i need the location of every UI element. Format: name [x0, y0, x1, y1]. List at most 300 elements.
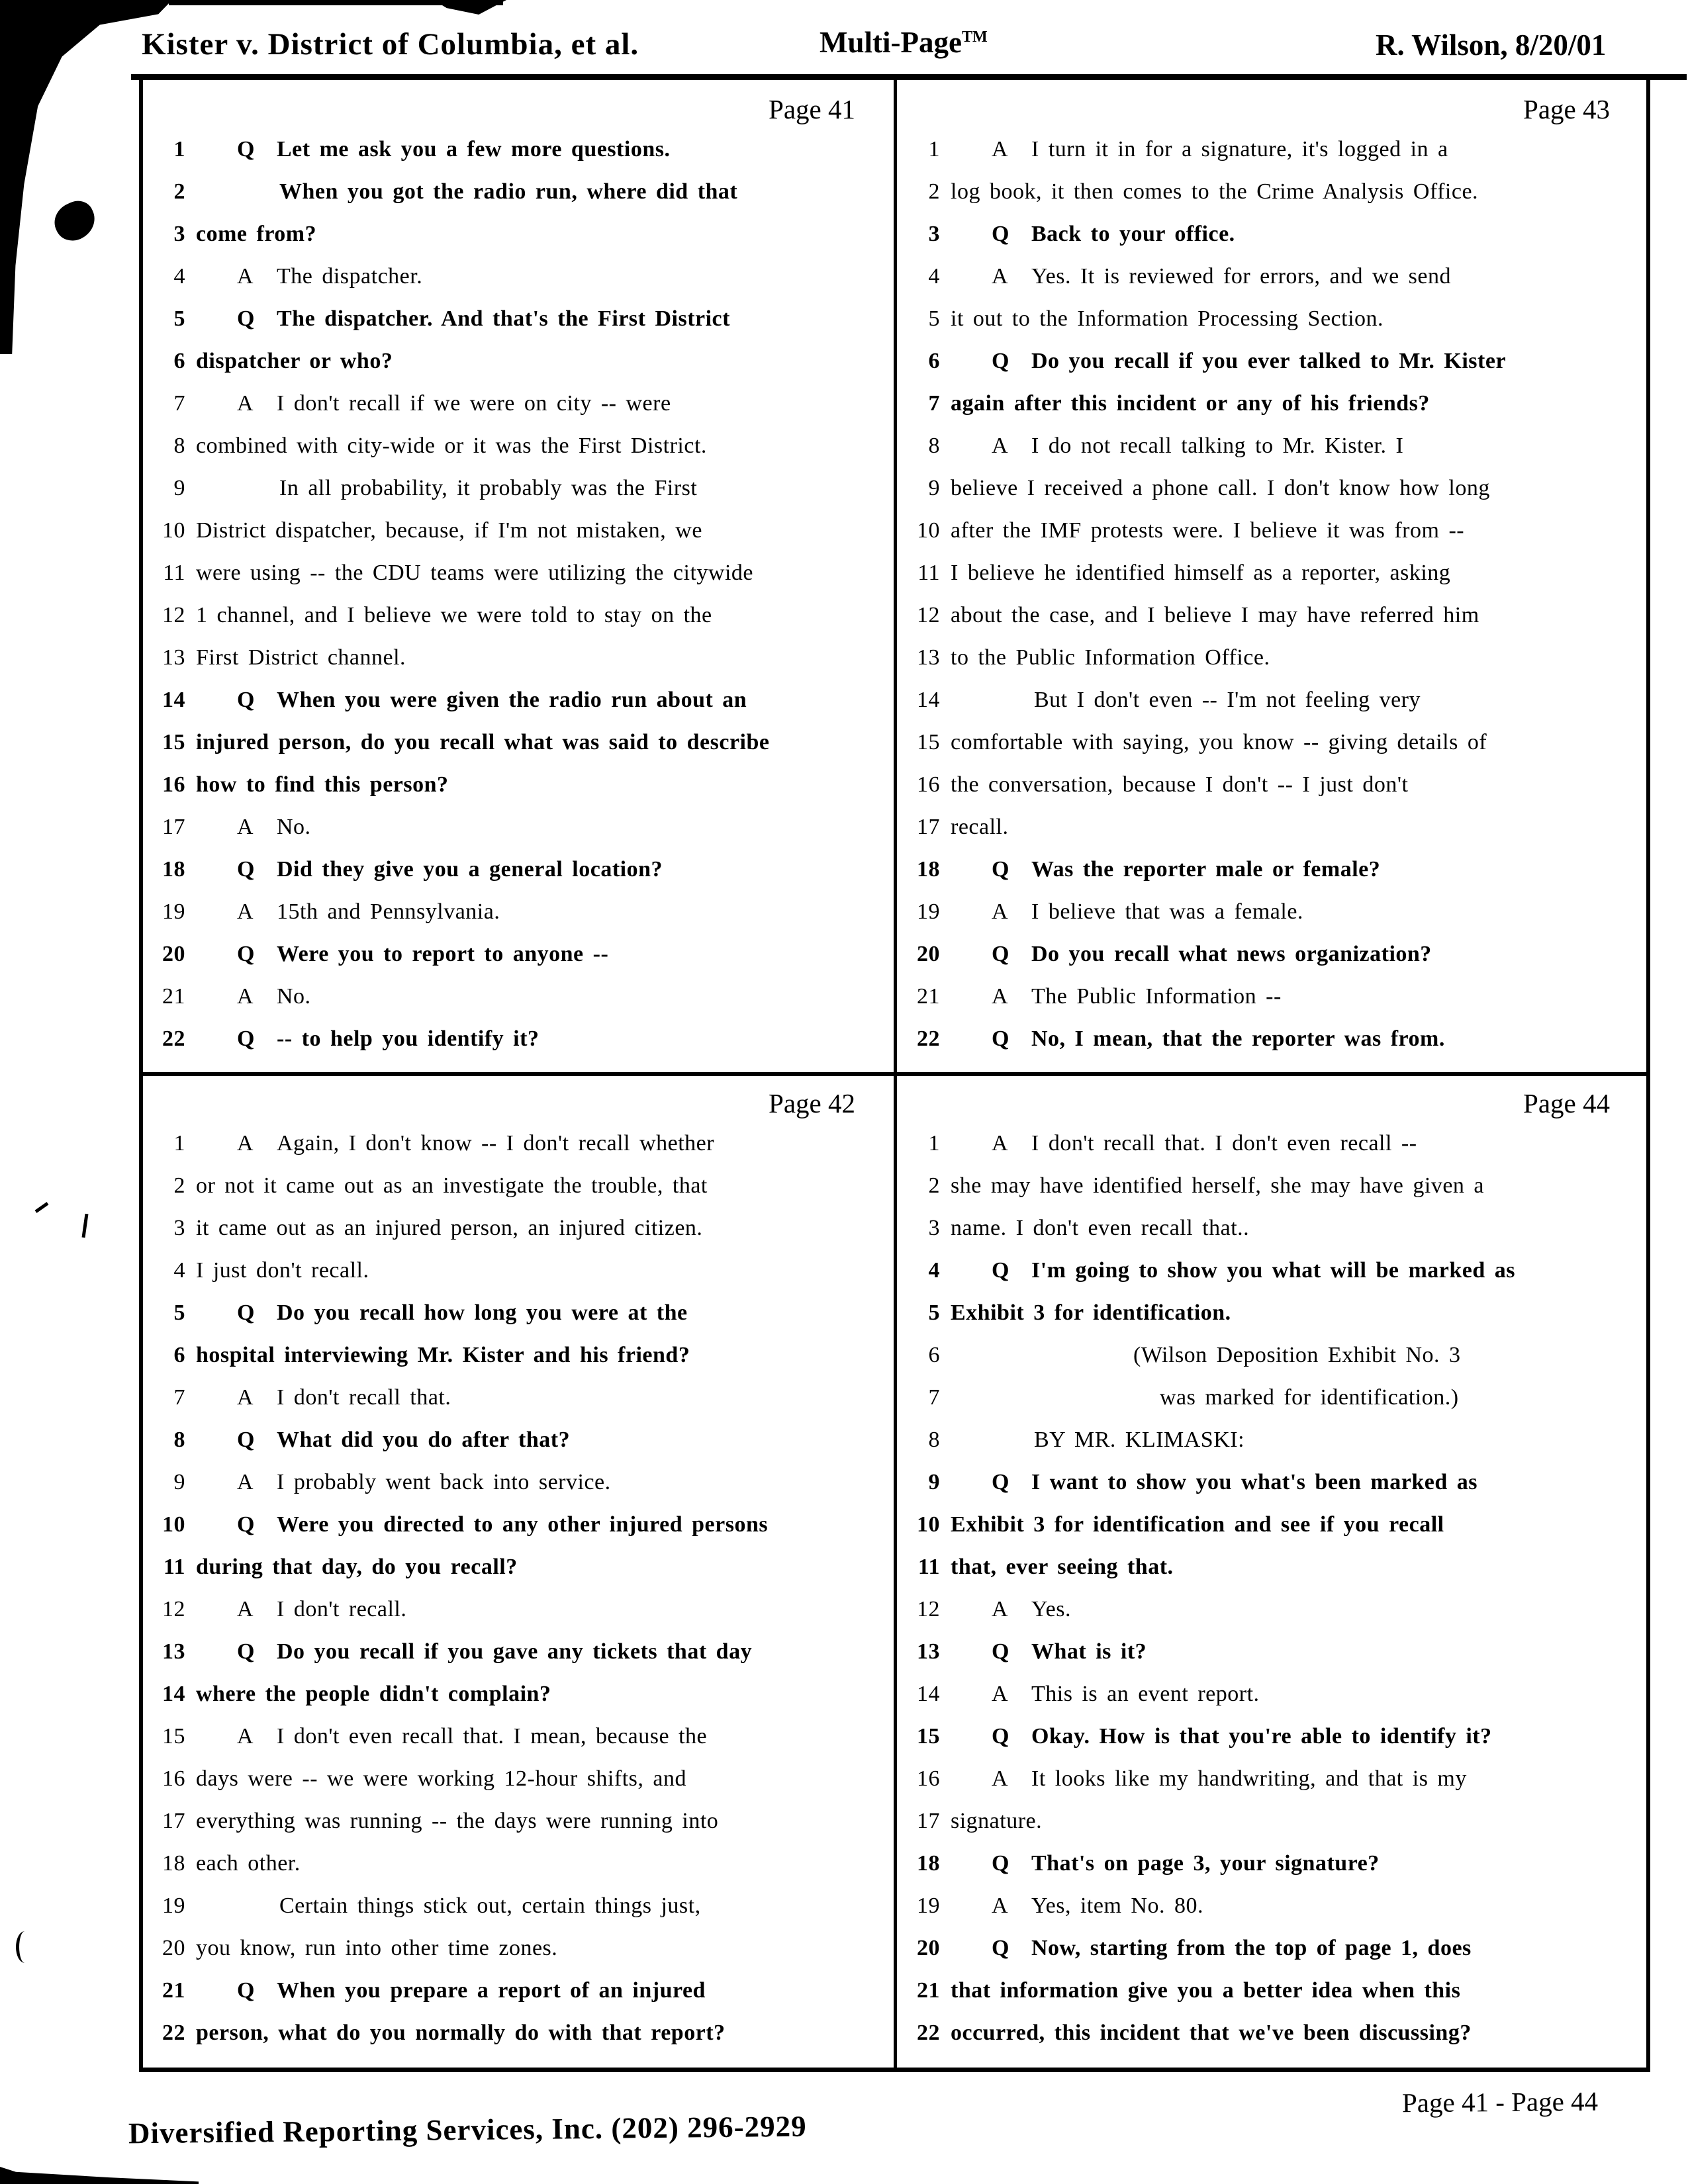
line-text: I'm going to show you what will be marked as [1031, 1258, 1516, 1283]
line-number: 6 [928, 349, 940, 373]
line-number: 16 [162, 772, 185, 797]
answer-marker: A [992, 1597, 1009, 1621]
question-marker: Q [237, 1512, 255, 1537]
case-title: Kister v. District of Columbia, et al. [142, 27, 639, 62]
multipage-label [820, 25, 988, 60]
line-text: I don't recall that. [277, 1385, 451, 1410]
line-number: 11 [163, 1555, 185, 1579]
line-text: Okay. How is that you're able to identify it? [1031, 1724, 1492, 1749]
question-marker: Q [992, 942, 1009, 966]
transcript-line [143, 688, 890, 730]
line-text: name. I don't even recall that.. [951, 1216, 1250, 1240]
line-number: 13 [162, 1639, 185, 1664]
line-text: Now, starting from the top of page 1, does [1031, 1936, 1472, 1960]
footer-page-range: Page 41 - Page 44 [1401, 2085, 1599, 2118]
line-number: 2 [173, 1173, 185, 1198]
line-number: 13 [162, 645, 185, 670]
line-text: I believe he identified himself as a reporter, asking [951, 561, 1451, 585]
transcript-line [898, 1555, 1644, 1597]
transcript-line [143, 1385, 890, 1428]
line-number: 12 [162, 1597, 185, 1621]
line-number: 15 [917, 730, 940, 754]
line-text: where the people didn't complain? [196, 1682, 551, 1706]
line-text: Were you to report to anyone -- [277, 942, 609, 966]
transcript-line [898, 1428, 1644, 1470]
line-text: But I don't even -- I'm not feeling very [1034, 688, 1421, 712]
line-text: I don't recall that. I don't even recall -- [1031, 1131, 1417, 1156]
line-text: I probably went back into service. [277, 1470, 611, 1494]
line-number: 13 [917, 1639, 940, 1664]
answer-marker: A [992, 264, 1009, 289]
line-number: 19 [917, 899, 940, 924]
line-number: 18 [917, 857, 940, 882]
transcript-line [898, 349, 1644, 391]
line-number: 3 [928, 1216, 940, 1240]
question-marker: Q [237, 688, 255, 712]
scan-artifact-tick [35, 1202, 49, 1213]
answer-marker: A [237, 1724, 254, 1749]
transcript-line [898, 1026, 1644, 1069]
transcript-line [143, 1470, 890, 1512]
line-text: again after this incident or any of his friends? [951, 391, 1430, 416]
line-number: 14 [162, 1682, 185, 1706]
answer-marker: A [237, 984, 254, 1009]
line-text: Yes, item No. 80. [1031, 1893, 1203, 1918]
line-number: 13 [917, 645, 940, 670]
line-number: 7 [173, 391, 185, 416]
line-text: What is it? [1031, 1639, 1147, 1664]
line-text: how to find this person? [196, 772, 449, 797]
transcript-line [898, 1809, 1644, 1851]
transcript-line [898, 1766, 1644, 1809]
transcript-line [898, 984, 1644, 1026]
answer-marker: A [237, 391, 254, 416]
line-number: 22 [917, 1026, 940, 1051]
question-marker: Q [237, 857, 255, 882]
page-number-label: Page 44 [1523, 1088, 1610, 1118]
line-text: it out to the Information Processing Section. [951, 306, 1384, 331]
line-text: injured person, do you recall what was said to describe [196, 730, 770, 754]
answer-marker: A [237, 264, 254, 289]
transcript-line [898, 1173, 1644, 1216]
line-number: 19 [917, 1893, 940, 1918]
line-text: the conversation, because I don't -- I just don't [951, 772, 1409, 797]
transcript-line [898, 561, 1644, 603]
line-number: 2 [173, 179, 185, 204]
line-text: it came out as an injured person, an injured citizen. [196, 1216, 703, 1240]
line-number: 6 [173, 349, 185, 373]
transcript-line [143, 1936, 890, 1978]
question-marker: Q [237, 1026, 255, 1051]
page-cell-42 [143, 1078, 890, 2064]
transcript-line [143, 1026, 890, 1069]
line-text: That's on page 3, your signature? [1031, 1851, 1380, 1876]
multipage-label-text: Multi-Page [820, 26, 962, 59]
line-number: 9 [928, 1470, 940, 1494]
transcript-line [898, 476, 1644, 518]
line-number: 19 [162, 899, 185, 924]
page-cell-44 [898, 1078, 1644, 2064]
line-number: 20 [162, 1936, 185, 1960]
line-number: 8 [173, 433, 185, 458]
transcript-line [898, 899, 1644, 942]
page-cell-43 [898, 84, 1644, 1070]
line-number: 21 [917, 1978, 940, 2003]
page-number-label: Page 43 [1523, 94, 1610, 124]
transcript-line [898, 1512, 1644, 1555]
transcript-line [898, 1639, 1644, 1682]
line-number: 4 [173, 264, 185, 289]
line-number: 17 [917, 815, 940, 839]
line-number: 17 [917, 1809, 940, 1833]
line-text: come from? [196, 222, 317, 246]
answer-marker: A [237, 1131, 254, 1156]
scan-artifact-top-bump [434, 0, 506, 15]
line-text: Do you recall if you ever talked to Mr. Kister [1031, 349, 1507, 373]
transcript-line [143, 349, 890, 391]
line-text: or not it came out as an investigate the trouble, that [196, 1173, 708, 1198]
line-text: This is an event report. [1031, 1682, 1260, 1706]
answer-marker: A [237, 899, 254, 924]
line-number: 15 [162, 730, 185, 754]
table-border-bottom [139, 2068, 1650, 2072]
line-number: 22 [162, 1026, 185, 1051]
line-number: 2 [928, 179, 940, 204]
answer-marker: A [237, 1597, 254, 1621]
question-marker: Q [992, 1470, 1009, 1494]
line-number: 1 [173, 137, 185, 161]
question-marker: Q [992, 222, 1009, 246]
transcript-line [898, 222, 1644, 264]
answer-marker: A [992, 433, 1009, 458]
page-number-label: Page 42 [769, 1088, 855, 1118]
line-text: In all probability, it probably was the First [279, 476, 698, 500]
line-text: I don't recall. [277, 1597, 407, 1621]
footer-reporting-company: Diversified Reporting Services, Inc. (202) 296-2929 [128, 2109, 807, 2150]
line-number: 5 [928, 1300, 940, 1325]
line-text: person, what do you normally do with that report? [196, 2021, 726, 2045]
transcript-line [898, 1936, 1644, 1978]
question-marker: Q [237, 1428, 255, 1452]
transcript-line [898, 264, 1644, 306]
line-number: 21 [162, 1978, 185, 2003]
line-text: Yes. [1031, 1597, 1071, 1621]
transcript-line [143, 1216, 890, 1258]
line-text: I just don't recall. [196, 1258, 369, 1283]
transcript-line [898, 137, 1644, 179]
transcript-line [898, 1300, 1644, 1343]
transcript-line [143, 1809, 890, 1851]
transcript-line [898, 433, 1644, 476]
transcript-line [143, 857, 890, 899]
line-text: I want to show you what's been marked as [1031, 1470, 1477, 1494]
transcript-line [143, 1597, 890, 1639]
line-number: 22 [917, 2021, 940, 2045]
line-text: When you got the radio run, where did that [279, 179, 738, 204]
witness-and-date: R. Wilson, 8/20/01 [1376, 28, 1607, 62]
question-marker: Q [237, 942, 255, 966]
line-text: Again, I don't know -- I don't recall whether [277, 1131, 715, 1156]
line-number: 1 [928, 137, 940, 161]
transcript-line [143, 984, 890, 1026]
line-number: 8 [928, 1428, 940, 1452]
transcript-line [143, 645, 890, 688]
transcript-line [143, 1300, 890, 1343]
line-number: 6 [928, 1343, 940, 1367]
transcript-line [143, 306, 890, 349]
line-number: 14 [162, 688, 185, 712]
line-text: to the Public Information Office. [951, 645, 1270, 670]
scan-artifact-bottom-wedge [0, 2167, 199, 2184]
transcript-line [143, 1258, 890, 1300]
line-text: days were -- we were working 12-hour shifts, and [196, 1766, 686, 1791]
line-number: 2 [928, 1173, 940, 1198]
scan-artifact-ink-blob [48, 196, 101, 247]
answer-marker: A [992, 1682, 1009, 1706]
line-number: 14 [917, 688, 940, 712]
transcript-line [898, 518, 1644, 561]
line-number: 20 [917, 1936, 940, 1960]
line-text: Do you recall how long you were at the [277, 1300, 688, 1325]
transcript-line [898, 1682, 1644, 1724]
line-text: dispatcher or who? [196, 349, 393, 373]
line-text: Let me ask you a few more questions. [277, 137, 671, 161]
transcript-line [898, 815, 1644, 857]
transcript-line [143, 518, 890, 561]
transcript-line [143, 391, 890, 433]
line-number: 7 [928, 391, 940, 416]
answer-marker: A [992, 899, 1009, 924]
transcript-line [898, 1131, 1644, 1173]
line-text: The dispatcher. [277, 264, 423, 289]
line-number: 5 [173, 1300, 185, 1325]
line-text: she may have identified herself, she may have given a [951, 1173, 1485, 1198]
line-text: -- to help you identify it? [277, 1026, 539, 1051]
line-text: District dispatcher, because, if I'm not mistaken, we [196, 518, 702, 543]
line-text: signature. [951, 1809, 1043, 1833]
line-text: each other. [196, 1851, 301, 1876]
line-number: 18 [162, 857, 185, 882]
line-number: 9 [173, 1470, 185, 1494]
transcript-lines [898, 1131, 1644, 2063]
transcript-line [143, 1851, 890, 1893]
transcript-line [143, 815, 890, 857]
line-text: Back to your office. [1031, 222, 1235, 246]
line-number: 18 [917, 1851, 940, 1876]
transcript-line [143, 1766, 890, 1809]
transcript-line [143, 1428, 890, 1470]
line-text: Exhibit 3 for identification and see if you recall [951, 1512, 1444, 1537]
transcript-line [898, 1893, 1644, 1936]
transcript-line [898, 1978, 1644, 2021]
line-text: comfortable with saying, you know -- giving details of [951, 730, 1487, 754]
line-number: 17 [162, 1809, 185, 1833]
line-text: was marked for identification.) [1160, 1385, 1459, 1410]
line-text: When you prepare a report of an injured [277, 1978, 706, 2003]
line-number: 15 [162, 1724, 185, 1749]
line-number: 21 [917, 984, 940, 1009]
transcript-line [143, 1978, 890, 2021]
line-number: 17 [162, 815, 185, 839]
line-text: log book, it then comes to the Crime Analysis Office. [951, 179, 1479, 204]
line-number: 22 [162, 2021, 185, 2045]
question-marker: Q [237, 1978, 255, 2003]
transcript-line [898, 1343, 1644, 1385]
question-marker: Q [992, 1724, 1009, 1749]
line-number: 16 [917, 1766, 940, 1791]
question-marker: Q [992, 1936, 1009, 1960]
transcript-line [143, 2021, 890, 2063]
line-text: I do not recall talking to Mr. Kister. I [1031, 433, 1404, 458]
line-text: believe I received a phone call. I don't know how long [951, 476, 1490, 500]
transcript-lines [898, 137, 1644, 1069]
line-text: after the IMF protests were. I believe it was from -- [951, 518, 1465, 543]
line-text: combined with city-wide or it was the First District. [196, 433, 707, 458]
answer-marker: A [992, 1766, 1009, 1791]
transcript-line [143, 1724, 890, 1766]
line-text: Certain things stick out, certain things just, [279, 1893, 701, 1918]
line-number: 10 [162, 1512, 185, 1537]
line-text: (Wilson Deposition Exhibit No. 3 [1133, 1343, 1461, 1367]
line-text: that, ever seeing that. [951, 1555, 1174, 1579]
line-number: 6 [173, 1343, 185, 1367]
question-marker: Q [992, 1851, 1009, 1876]
line-text: 1 channel, and I believe we were told to stay on the [196, 603, 712, 627]
line-text: No. [277, 984, 311, 1009]
line-number: 3 [928, 222, 940, 246]
scan-artifact-tick [82, 1214, 89, 1238]
line-number: 9 [928, 476, 940, 500]
line-number: 9 [173, 476, 185, 500]
line-number: 10 [917, 518, 940, 543]
answer-marker: A [992, 984, 1009, 1009]
question-marker: Q [992, 857, 1009, 882]
answer-marker: A [992, 137, 1009, 161]
transcript-line [898, 1216, 1644, 1258]
transcript-line [898, 942, 1644, 984]
line-text: hospital interviewing Mr. Kister and his friend? [196, 1343, 690, 1367]
transcript-line [898, 1385, 1644, 1428]
line-number: 16 [162, 1766, 185, 1791]
transcript-line [143, 264, 890, 306]
line-number: 12 [917, 603, 940, 627]
transcript-line [143, 222, 890, 264]
transcript-line [143, 433, 890, 476]
transcript-line [143, 942, 890, 984]
line-number: 21 [162, 984, 185, 1009]
question-marker: Q [992, 349, 1009, 373]
transcript-line [143, 772, 890, 815]
line-text: Were you directed to any other injured persons [277, 1512, 769, 1537]
question-marker: Q [992, 1026, 1009, 1051]
answer-marker: A [237, 1470, 254, 1494]
line-number: 1 [173, 1131, 185, 1156]
line-text: What did you do after that? [277, 1428, 571, 1452]
line-text: First District channel. [196, 645, 406, 670]
line-number: 10 [917, 1512, 940, 1537]
line-text: Yes. It is reviewed for errors, and we send [1031, 264, 1452, 289]
question-marker: Q [237, 1300, 255, 1325]
transcript-line [143, 179, 890, 222]
line-number: 15 [917, 1724, 940, 1749]
line-text: It looks like my handwriting, and that is my [1031, 1766, 1467, 1791]
line-text: I believe that was a female. [1031, 899, 1303, 924]
line-text: Do you recall if you gave any tickets that day [277, 1639, 753, 1664]
question-marker: Q [992, 1639, 1009, 1664]
scan-artifact-paren-mark [16, 1931, 34, 1963]
line-number: 4 [928, 264, 940, 289]
line-text: Do you recall what news organization? [1031, 942, 1432, 966]
line-text: No. [277, 815, 311, 839]
line-text: were using -- the CDU teams were utilizing the citywide [196, 561, 753, 585]
transcript-line [898, 1597, 1644, 1639]
transcript-line [898, 1851, 1644, 1893]
line-text: I turn it in for a signature, it's logged in a [1031, 137, 1448, 161]
line-number: 8 [928, 433, 940, 458]
line-number: 14 [917, 1682, 940, 1706]
transcript-line [143, 1173, 890, 1216]
line-text: everything was running -- the days were running into [196, 1809, 719, 1833]
answer-marker: A [237, 815, 254, 839]
transcript-line [898, 2021, 1644, 2063]
line-number: 12 [162, 603, 185, 627]
row-divider [139, 1072, 1650, 1076]
line-text: you know, run into other time zones. [196, 1936, 558, 1960]
transcript-line [143, 730, 890, 772]
answer-marker: A [992, 1131, 1009, 1156]
transcript-line [898, 603, 1644, 645]
line-text: The Public Information -- [1031, 984, 1282, 1009]
transcript-line [143, 561, 890, 603]
question-marker: Q [992, 1258, 1009, 1283]
line-text: Exhibit 3 for identification. [951, 1300, 1231, 1325]
transcript-line [143, 1343, 890, 1385]
line-number: 11 [163, 561, 185, 585]
question-marker: Q [237, 1639, 255, 1664]
transcript-line [143, 1639, 890, 1682]
transcript-line [898, 772, 1644, 815]
line-number: 5 [928, 306, 940, 331]
answer-marker: A [237, 1385, 254, 1410]
transcript-line [898, 1258, 1644, 1300]
transcript-line [143, 137, 890, 179]
line-number: 4 [928, 1258, 940, 1283]
transcript-line [143, 1893, 890, 1936]
line-number: 12 [917, 1597, 940, 1621]
page-cell-41 [143, 84, 890, 1070]
transcript-lines [143, 137, 890, 1069]
line-text: When you were given the radio run about an [277, 688, 747, 712]
transcript-line [143, 603, 890, 645]
line-text: I don't even recall that. I mean, because the [277, 1724, 708, 1749]
transcript-lines [143, 1131, 890, 2063]
transcript-line [143, 1131, 890, 1173]
transcript-line [143, 899, 890, 942]
trademark-symbol: TM [961, 28, 988, 46]
transcript-line [898, 857, 1644, 899]
transcript-line [898, 306, 1644, 349]
page-number-label: Page 41 [769, 94, 855, 124]
line-number: 4 [173, 1258, 185, 1283]
line-text: about the case, and I believe I may have referred him [951, 603, 1479, 627]
transcript-line [143, 1512, 890, 1555]
line-number: 5 [173, 306, 185, 331]
line-number: 1 [928, 1131, 940, 1156]
line-number: 10 [162, 518, 185, 543]
line-number: 18 [162, 1851, 185, 1876]
transcript-line [898, 730, 1644, 772]
line-text: BY MR. KLIMASKI: [1034, 1428, 1245, 1452]
